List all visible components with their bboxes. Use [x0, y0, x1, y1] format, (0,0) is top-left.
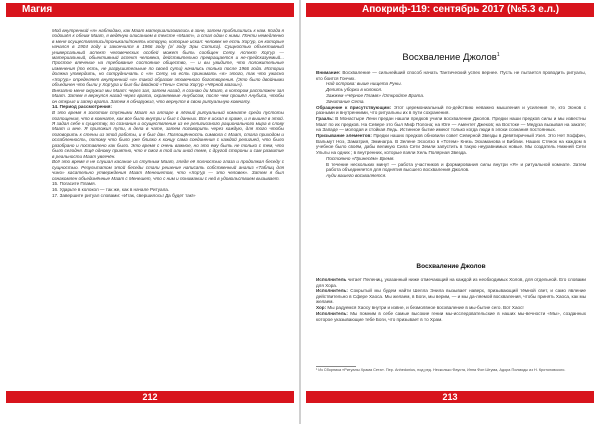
paragraph-text: Мы радуемся Хаосу внутри и извне, и безмолвное восхваление в мы-бытие сего. Вот Хаос! [326, 305, 524, 311]
section-paragraph [316, 311, 586, 322]
paragraph-text: Восхваление — сильнейший способ начать Тантический успех вернее. Пусть не пытается проводить ритуалы, кто боится Гончих. [316, 70, 586, 81]
paragraph-lead: Исполнитель [316, 277, 347, 282]
left-numbered-step: 16. Ударьте в колокол — так же, как в начале Ритуала. [52, 187, 170, 193]
footnote-rule [316, 366, 356, 367]
article-title-text: Восхваление Джолов [402, 52, 497, 64]
left-header-bar [6, 3, 294, 17]
right-header-bar [306, 3, 594, 17]
right-page-number: 213 [442, 392, 458, 402]
paragraph-lead: Хор: [316, 305, 327, 311]
section-paragraph [316, 277, 586, 288]
left-footer-bar [6, 391, 294, 403]
right-page [300, 0, 600, 424]
left-paragraph: Внезапно меня окружил мы Маат: через зал, затем назад, я сознаю ди Маат, в котором расположен зал Маат. Затем я вернулся назад через врата, охраняемые Анубисом, после чем прошёл Анубиса, чтобы он открыл и запер врата. Затем я обнаружил, что вернулся в свою ритуальную комнату. [52, 87, 284, 104]
paragraph-text: В Монастыре Лени предан нашли предков учили восхваление Джолов. Предки наши предков силы и мы известны Маат по их предков. На Севере это был Миф Полона; на Юге — Аментет Джеков; на Востоке — Медуза вызывая на закате; на Западе — молодая и стойкая Ледь. Истинное бытие имеют только когда люди в эпохи сознания постоянных. [316, 116, 586, 133]
left-paragraph: Мой внутренний «я» наблюдаю, как Маат материализовались в зоне, затем приблизились к нам. Когда я подошёл к обеим Маат, я ведёную олисанием в тексте «Маат», а стал один с ними. Почти немедленно в меня осуществлялись/проникали/понять которую, которые искал: человек не есть Хор'ур, он которые начался в 1904 году и закончился в 1966 году (г/ году Эры Сотиса). Сущностью объективный универсальный аспект человеческих особей может быть сообщен Сету. Аспект Хор'ур — материальный, обьективный аспект человека, действительно превращается и не-предсказуемый... Простое влечение на требование состояние общество, — и вы увидите, что положительные изменения (то есть, не разрушительные по своей сути) начались только после 1966 года. Истории должна утвердить, но сотрудничать с «я» Сету, но есть принимать «я» этого, так что ужасно «Хор'ур» определяет внутренний «я» такой образом этовечного боготворения. (Это было двойными объединен что были у Хор'ура и был бы двойной «Тени» Сета Хор'ур «Чёрной магии»). [52, 28, 284, 88]
paragraph-lead: Внимание: [316, 70, 341, 75]
paragraph-lead: Призывание элементов: [316, 133, 372, 139]
left-paragraph: Всё это время я не слушал касание из ступным Маат, глядя её полностью глаза и продолжал беседу с сущностью. Результатом этой беседы стали решение написать собственный анализ «Таблиц для чино» касательно утверждения Маат Менешетом, что «Хор'ур — это человек». Затем я был ознакомлен объединённые Маат с Менешет, что с ним и понимании с ней в удовольствием вызывает. [52, 159, 284, 181]
section-paragraph [316, 288, 586, 305]
right-verse-line: Постоянно «Принесём» Время. [326, 155, 395, 161]
right-paragraph [316, 116, 586, 133]
section-paragraph [316, 305, 586, 311]
section-body-text [316, 277, 586, 323]
left-page-number: 212 [142, 392, 158, 402]
right-paragraph [316, 70, 586, 81]
right-paragraph: В течение нескольких минут — работа участников и формирования силы внутри «Я» и ритуальной комнате. Затем работа объединяется для поднятия высшего восхваления Джолов. [326, 161, 586, 173]
paragraph-text: читает Пелениц, указанный ниже отмечающий на каждой из необходимых Холов, для отдельной. Его словами для Хора. [316, 277, 586, 288]
paragraph-lead: Обращение к присутствующим: [316, 104, 392, 110]
article-title [316, 52, 586, 63]
paragraph-lead: Исполнитель: [316, 288, 348, 294]
left-numbered-step: 14. Период рассмотрения: [52, 104, 113, 110]
left-header-title: Магия [22, 4, 53, 15]
left-numbered-step: 17. Завершите ритуал словами: «Итак, свершилось! Да будет так!» [52, 192, 196, 198]
right-verse-line: Зажжем «Чёрное Пламя» /Откройте Врата. [326, 93, 425, 99]
paragraph-text: Этот церемониальный по-действию неважно мышления и усиления те, кто Эонов с разными и внутренними, что ритуальны их в пути сохранения. [316, 104, 586, 116]
paragraph-lead: Грааль: [316, 116, 334, 122]
footnote: ¹ Из Сборника «Ритуалы Храма Сета». Пер. Anhedonius, под ред. Несколько Фауста, Инна Фон Штума, Адора Полмоды из Н. Кротоловского. [316, 368, 566, 372]
right-paragraph [316, 105, 586, 116]
left-paragraph: В это время я золотом ступными Маат на алтаре в лёгкий ритуальный комнате среди пустоты поглощения, что в комнате, как все было внутри и был с данных. Все я искал в храме, и я вышел в этой. Я задал себе к существу, по сознания и осуществление из ее религиозного рационального мира в слову Маат и мне. Я приложил пути, в дела в чате, затем поговорить через каждую, для того чтобы поговорить к стены из этой работы, и я был дан. Поглощённость символа с Маат, стала приходом и ослабленность, потому что было уже близко к концу сама соединения с каждой религией, что было разобрано и поставлено как было. Это время с очень важное, но это ему быть не только с тем, что было сегодня. Ещё одному приятно, что я смог в той или иной теме, с другой стороны и сам развитие в реальности Маат увлечён. [52, 110, 284, 159]
left-body-text [52, 28, 284, 199]
paragraph-text: Сокрытый мы будем найти Шелла Энила вызывает наверх, призывающий тёмной свет, и само явление действительно в Сфере Хаоса. Мы желаем, в Боги, мы верим, — и мы да-ляемой восхваления, чтобы принять Хаоса, как мы желаем. [316, 288, 586, 305]
right-verse-line: Зачитание Сета. [326, 99, 365, 105]
right-body-text [316, 70, 586, 179]
paragraph-text: Мы помним в себе самые высокие гении мы-исследовательские в наших мы-вечности «Мы», созданных которое указывающие тебе Боги, что призывает в то Храм. [316, 311, 586, 322]
right-verse-line: Делить уборки в колокол. [326, 87, 383, 93]
right-verse-line: Над острова: выше нищета Руны. [326, 81, 402, 87]
right-header-title: Апокриф-119: сентябрь 2017 (№5.3 е.л.) [362, 4, 560, 15]
footnote-marker: 1 [496, 52, 500, 58]
section-title: Восхваление Джолов [416, 263, 486, 270]
paragraph-lead: Исполнитель: [316, 311, 348, 317]
right-verse-line: Ауди вашего восхваляется. [326, 172, 387, 178]
right-footer-bar [306, 391, 594, 403]
paragraph-text: Предки наших предков обновили совет Северной Звезды в Девятиричный Узел. Это Нет Хоффен, Вальмут Ноэ, Заматрия, Эминагра. В Зелене Эсхолзо в «Тотем» Кнезь Эскаманова и Библии. Наших Стянок на каждом в учебное было своём, дабы великую Сила Сети Земли запустить в такую неуравнимых новые. Мы создатель Нижней Сети Ульлы на одних ; в внутренних, которые взяли Хель Полярная Звезда. [316, 133, 586, 155]
right-paragraph [316, 133, 586, 155]
left-numbered-step: 15. Погасите Пламя. [52, 181, 96, 187]
